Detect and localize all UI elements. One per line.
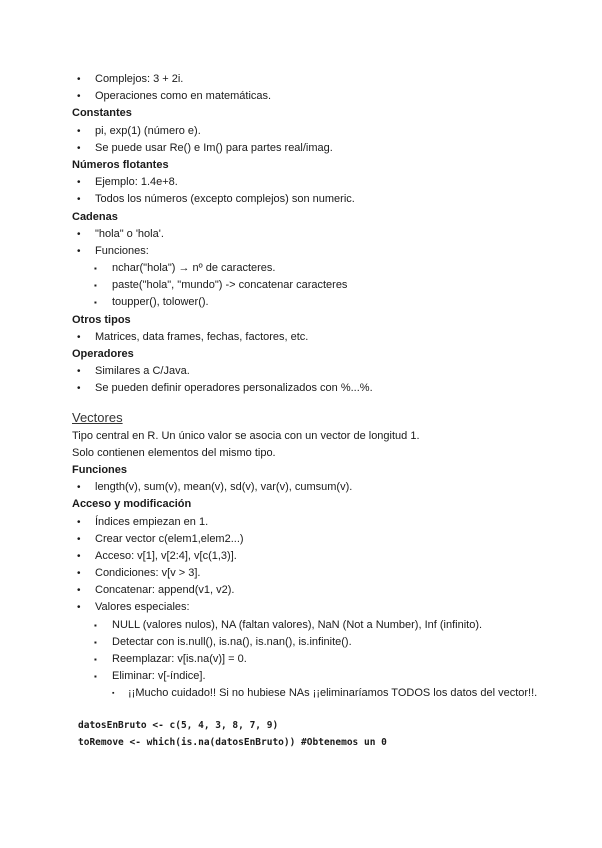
list-item: • Ejemplo: 1.4e+8. [72,174,542,191]
heading-constantes: Constantes [72,107,132,120]
list-item: • Funciones: [72,243,542,260]
bullet-icon: • [77,125,81,137]
bullet-icon: • [77,331,81,343]
list-item: ▪ Reemplazar: v[is.na(v)] = 0. [72,651,542,668]
square-bullet-icon: ▪ [94,281,97,291]
section-title-vectores: Vectores [72,409,123,425]
square-bullet-icon: ▪ [94,637,97,647]
list-item: ▪ Detectar con is.null(), is.na(), is.nan(), is.infinite(). [72,634,542,651]
bullet-icon: • [77,177,81,189]
paragraph: Solo contienen elementos del mismo tipo. [72,446,276,459]
list-item: • Acceso: v[1], v[2:4], v[c(1,3)]. [72,548,542,565]
square-bullet-icon: ▪ [112,690,115,698]
list-item: • "hola" o 'hola'. [72,226,542,243]
list-item: • Valores especiales: [72,599,542,616]
bullet-icon: • [77,91,81,103]
list-item: • Se puede usar Re() e Im() para partes real/imag. [72,140,542,157]
list-item: • Crear vector c(elem1,elem2...) [72,531,542,548]
heading-numeros-flotantes: Números flotantes [72,158,169,171]
square-bullet-icon: ▪ [94,264,97,274]
list-item: • Complejos: 3 + 2i. [72,71,542,88]
list-item: • Similares a C/Java. [72,363,542,380]
heading-otros-tipos: Otros tipos [72,313,131,326]
list-item: ▪ paste("hola", "mundo") -> concatenar caracteres [72,277,542,294]
list-item: ▪ toupper(), tolower(). [72,294,542,311]
list-item: • Concatenar: append(v1, v2). [72,582,542,599]
bullet-icon: • [77,366,81,378]
bullet-icon: • [77,228,81,240]
list-item: • Condiciones: v[v > 3]. [72,565,542,582]
list-item: ▪ ¡¡Mucho cuidado!! Si no hubiese NAs ¡¡eliminaríamos TODOS los datos del vector!!. [72,685,556,702]
heading-funciones: Funciones [72,463,128,476]
bullet-icon: • [77,602,81,614]
bullet-icon: • [77,245,81,257]
list-item: • Se pueden definir operadores personalizados con %...%. [72,380,542,397]
square-bullet-icon: ▪ [94,655,97,664]
square-bullet-icon: ▪ [94,620,97,630]
list-item: • pi, exp(1) (número e). [72,123,542,140]
bullet-icon: • [77,585,81,597]
bullet-icon: • [77,194,81,206]
list-item: ▪ NULL (valores nulos), NA (faltan valores), NaN (Not a Number), Inf (infinito). [72,617,542,634]
list-item: • Índices empiezan en 1. [72,514,542,531]
list-item: • Matrices, data frames, fechas, factores, etc. [72,329,542,346]
heading-cadenas: Cadenas [72,210,118,223]
bullet-icon: • [77,516,81,528]
heading-acceso-modificacion: Acceso y modificación [72,498,192,511]
bullet-icon: • [77,550,81,562]
heading-operadores: Operadores [72,348,134,360]
bullet-icon: • [77,383,81,395]
list-item: ▪ Eliminar: v[-índice]. [72,668,542,685]
document-page [72,71,542,751]
code-line: toRemove <- which(is.na(datosEnBruto)) #Obtenemos un 0 [78,736,387,748]
bullet-icon: • [77,482,81,494]
bullet-icon: • [77,142,81,154]
bullet-icon: • [77,74,81,85]
list-item: • length(v), sum(v), mean(v), sd(v), var(v), cumsum(v). [72,479,542,496]
bullet-icon: • [77,568,81,580]
bullet-icon: • [77,533,81,545]
square-bullet-icon: ▪ [94,672,97,682]
list-item: • Operaciones como en matemáticas. [72,88,542,105]
list-item: • Todos los números (excepto complejos) son numeric. [72,191,542,208]
list-item: ▪ nchar("hola") → nº de caracteres. [72,260,542,277]
paragraph: Tipo central en R. Un único valor se asocia con un vector de longitud 1. [72,429,420,442]
square-bullet-icon: ▪ [94,298,97,308]
code-line: datosEnBruto <- c(5, 4, 3, 8, 7, 9) [78,719,279,731]
